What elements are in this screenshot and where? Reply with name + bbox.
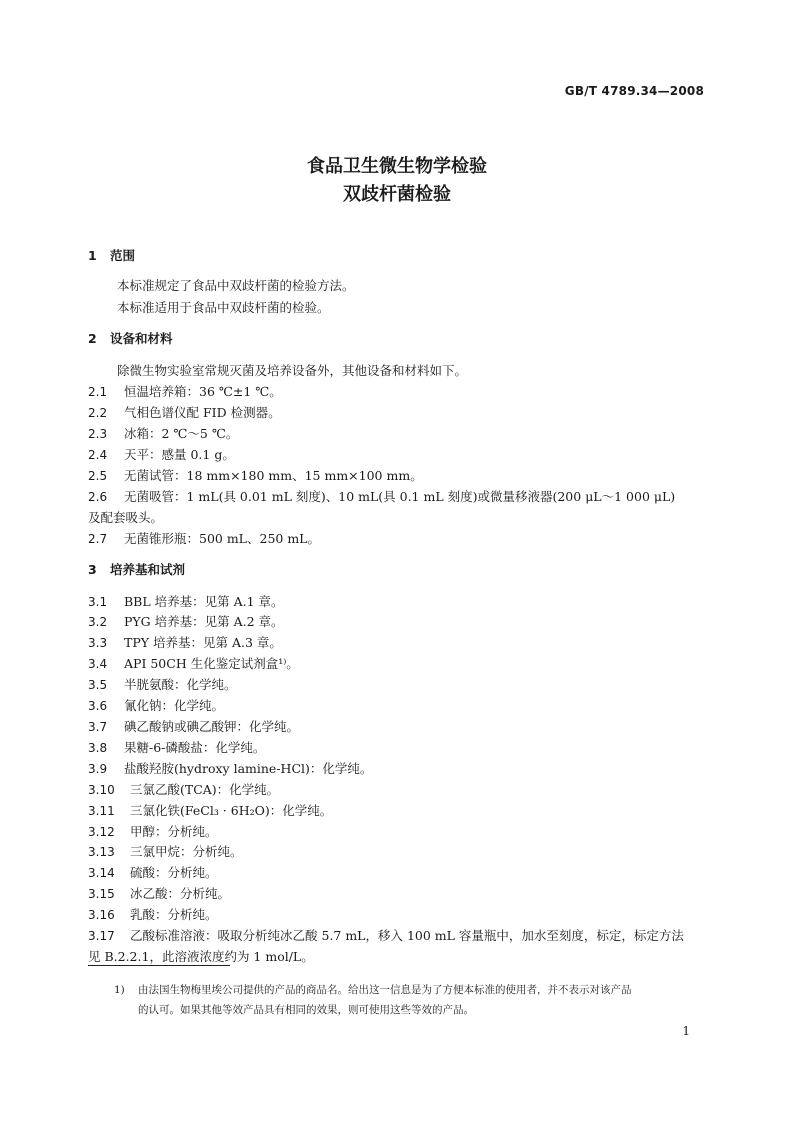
- item-text: TPY 培养基：见第 A.3 章。: [124, 635, 282, 650]
- item-text: 恒温培养箱：36 ℃±1 ℃。: [124, 384, 282, 399]
- list-item: [88, 759, 372, 777]
- list-item: [88, 529, 320, 547]
- footnote-line-1: 由法国生物梅里埃公司提供的产品的商品名。给出这一信息是为了方便本标准的使用者，并不表示对该产品: [138, 984, 632, 996]
- section-number: 3: [88, 562, 97, 577]
- footnote-line-2: 的认可。如果其他等效产品具有相同的效果，则可使用这些等效的产品。: [138, 1004, 474, 1016]
- list-item: [88, 905, 218, 923]
- item-text: 无菌试管：18 mm×180 mm、15 mm×100 mm。: [124, 468, 423, 483]
- item-number: 3.8: [88, 741, 108, 755]
- item-text: 果糖-6-磷酸盐：化学纯。: [124, 740, 266, 755]
- list-item-continuation: 及配套吸头。: [88, 510, 164, 525]
- item-text: BBL 培养基：见第 A.1 章。: [124, 594, 284, 609]
- list-item: [88, 403, 281, 421]
- item-number: 2.3: [88, 427, 108, 441]
- list-item: [88, 780, 279, 798]
- list-item: [88, 738, 265, 756]
- item-number: 3.14: [88, 866, 115, 880]
- item-number: 3.2: [88, 615, 108, 629]
- item-number: 3.17: [88, 929, 115, 943]
- item-number: 3.12: [88, 825, 115, 839]
- item-text: 气相色谱仪配 FID 检测器。: [124, 405, 281, 420]
- item-number: 2.5: [88, 469, 108, 483]
- item-number: 3.4: [88, 657, 108, 671]
- item-text: 硫酸：分析纯。: [130, 865, 218, 880]
- list-item: [88, 592, 284, 610]
- item-number: 3.11: [88, 804, 115, 818]
- list-item: [88, 466, 423, 484]
- item-text: 三氯化铁(FeCl₃ · 6H₂O)：化学纯。: [130, 803, 333, 818]
- item-text: 碘乙酸钠或碘乙酸钾：化学纯。: [124, 719, 300, 734]
- section-1-paragraph-1: 本标准规定了食品中双歧杆菌的检验方法。: [117, 278, 355, 293]
- item-text: 氰化钠：化学纯。: [124, 698, 225, 713]
- item-number: 2.4: [88, 448, 108, 462]
- item-number: 2.7: [88, 532, 108, 546]
- item-text: 乳酸：分析纯。: [130, 907, 218, 922]
- item-number: 3.3: [88, 636, 108, 650]
- section-title: 设备和材料: [110, 331, 173, 346]
- item-text: 天平：感量 0.1 g。: [124, 447, 235, 462]
- list-item: [88, 863, 218, 881]
- item-text: 盐酸羟胺(hydroxy lamine-HCl)：化学纯。: [124, 761, 373, 776]
- item-number: 2.1: [88, 385, 108, 399]
- footnote-mark: 1): [114, 984, 125, 996]
- page-number: 1: [682, 1024, 690, 1038]
- list-item: [88, 884, 230, 902]
- item-text: 冰箱：2 ℃～5 ℃。: [124, 426, 239, 441]
- section-2-intro: 除微生物实验室常规灭菌及培养设备外，其他设备和材料如下。: [117, 363, 468, 378]
- item-text: 半胱氨酸：化学纯。: [124, 677, 237, 692]
- section-3-heading: [88, 560, 185, 578]
- item-text: 乙酸标准溶液：吸取分析纯冰乙酸 5.7 mL，移入 100 mL 容量瓶中，加水至刻度，标定，标定方法: [130, 928, 684, 943]
- section-1-paragraph-2: 本标准适用于食品中双歧杆菌的检验。: [117, 300, 330, 315]
- list-item: [88, 487, 675, 505]
- list-item: [88, 675, 237, 693]
- title-line-1: 食品卫生微生物学检验: [307, 156, 487, 177]
- list-item: [88, 801, 332, 819]
- list-item-continuation: 见 B.2.2.1，此溶液浓度约为 1 mol/L。: [88, 949, 314, 964]
- list-item: [88, 926, 684, 944]
- item-text: 三氯乙酸(TCA)：化学纯。: [130, 782, 280, 797]
- title-line-2: 双歧杆菌检验: [343, 184, 451, 205]
- item-number: 3.16: [88, 908, 115, 922]
- document-code: GB/T 4789.34—2008: [564, 84, 704, 98]
- item-text: API 50CH 生化鉴定试剂盒¹⁾。: [124, 656, 299, 671]
- item-text: 无菌锥形瓶：500 mL、250 mL。: [124, 531, 320, 546]
- item-number: 3.9: [88, 762, 108, 776]
- item-text: 冰乙酸：分析纯。: [130, 886, 231, 901]
- list-item: [88, 717, 299, 735]
- list-item: [88, 696, 224, 714]
- item-text: 三氯甲烷：分析纯。: [130, 844, 243, 859]
- item-number: 3.5: [88, 678, 108, 692]
- footnote-divider: [88, 965, 230, 966]
- section-2-heading: [88, 329, 173, 347]
- item-text: 甲醇：分析纯。: [130, 824, 218, 839]
- item-number: 2.6: [88, 490, 108, 504]
- item-number: 3.13: [88, 845, 115, 859]
- item-number: 3.10: [88, 783, 115, 797]
- item-number: 3.15: [88, 887, 115, 901]
- section-number: 1: [88, 248, 97, 263]
- footnote: [114, 982, 632, 997]
- list-item: [88, 842, 243, 860]
- list-item: [88, 382, 282, 400]
- item-number: 3.6: [88, 699, 108, 713]
- section-number: 2: [88, 331, 97, 346]
- item-text: PYG 培养基：见第 A.2 章。: [124, 614, 284, 629]
- list-item: [88, 445, 235, 463]
- list-item: [88, 612, 284, 630]
- section-1-heading: [88, 246, 135, 264]
- item-number: 2.2: [88, 406, 108, 420]
- list-item: [88, 822, 218, 840]
- item-text: 无菌吸管：1 mL(具 0.01 mL 刻度)、10 mL(具 0.1 mL 刻度)或微量移液器(200 μL～1 000 μL): [124, 489, 676, 504]
- list-item: [88, 654, 299, 672]
- list-item: [88, 424, 238, 442]
- item-number: 3.1: [88, 595, 108, 609]
- list-item: [88, 633, 282, 651]
- section-title: 范围: [110, 248, 136, 263]
- item-number: 3.7: [88, 720, 108, 734]
- section-title: 培养基和试剂: [110, 562, 186, 577]
